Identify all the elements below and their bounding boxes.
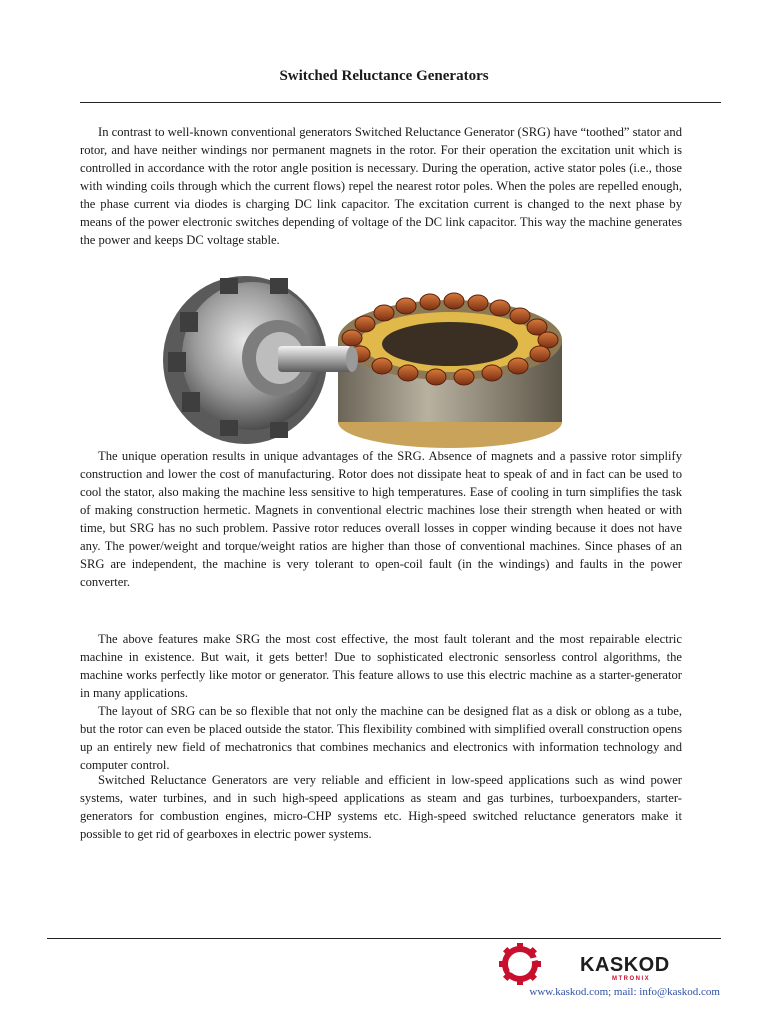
- stator-illustration: [338, 293, 562, 448]
- paragraph-text: In contrast to well-known conventional generators Switched Reluctance Generator (SRG) have “toothed” stator and rotor, and have neither windings nor permanent magnets in the rotor. For their operation the excitation unit which is controlled in accordance with the rotor angle position is necessary. During the operation, active stator poles (i.e., those with winding coils through which the current flows) repel the nearest rotor poles. When the poles are repelled enough, the phase current via diodes is charging DC link capacitor. The excitation current is changed to the next phase by means of the power electronic switches depending of voltage of the DC link capacitor. This way the machine generates the power and keeps DC voltage stable.: [80, 125, 682, 247]
- paragraph-text: Switched Reluctance Generators are very reliable and efficient in low-speed applications such as wind power systems, water turbines, and in such high-speed applications as steam and gas turbines, turboexpanders, starter-generators for combustion engines, micro-CHP systems etc. High-speed switched reluctance generators make it possible to get rid of gearboxes in electric power systems.: [80, 773, 682, 841]
- page-title: Switched Reluctance Generators: [279, 68, 489, 84]
- brand-subtitle: MTRONIX: [612, 976, 651, 982]
- srg-rotor-stator-photo: [160, 272, 580, 450]
- paragraph-layout: [80, 702, 682, 774]
- paragraph-text: The layout of SRG can be so flexible that not only the machine can be designed flat as a disk or oblong as a tube, but the rotor can even be placed outside the stator. This flexibility combined with simplified overall construction opens up an entirely new field of mechatronics that combines mechanics and electronics with information technology and computer control.: [80, 704, 682, 772]
- rotor-illustration: [163, 276, 358, 444]
- footer-divider: [47, 938, 721, 939]
- paragraph-advantages: [80, 447, 682, 591]
- paragraph-features: [80, 630, 682, 702]
- paragraph-applications: [80, 771, 682, 843]
- brand-name: KASKOD: [580, 954, 670, 976]
- contact-info[interactable]: www.kaskod.com; mail: info@kaskod.com: [529, 986, 720, 998]
- paragraph-text: The above features make SRG the most cost effective, the most fault tolerant and the most repairable electric machine in existence. But wait, it gets better! Due to sophisticated electronic sensorless control algorithms, the machine works perfectly like motor or generator. This feature allows to use this electric machine as a starter-generator in many applications.: [80, 632, 682, 700]
- title-divider: [80, 102, 721, 103]
- paragraph-text: The unique operation results in unique advantages of the SRG. Absence of magnets and a passive rotor simplify construction and lower the cost of manufacturing. Rotor does not dissipate heat to speak of and in fact can be used to cool the stator, also making the machine less sensitive to high temperatures. Ease of cooling in turn simplifies the task of making construction hermetic. Magnets in conventional electric machines lose their strength when heated or with time, but SRG has no such problem. Passive rotor reduces overall losses in copper winding because it does not have any. The power/weight and torque/weight ratios are higher than those of conventional machines. Since phases of an SRG are independent, the machine is very tolerant to open-coil fault (in the windings) and faults in the power converter.: [80, 449, 682, 589]
- paragraph-intro: [80, 123, 682, 249]
